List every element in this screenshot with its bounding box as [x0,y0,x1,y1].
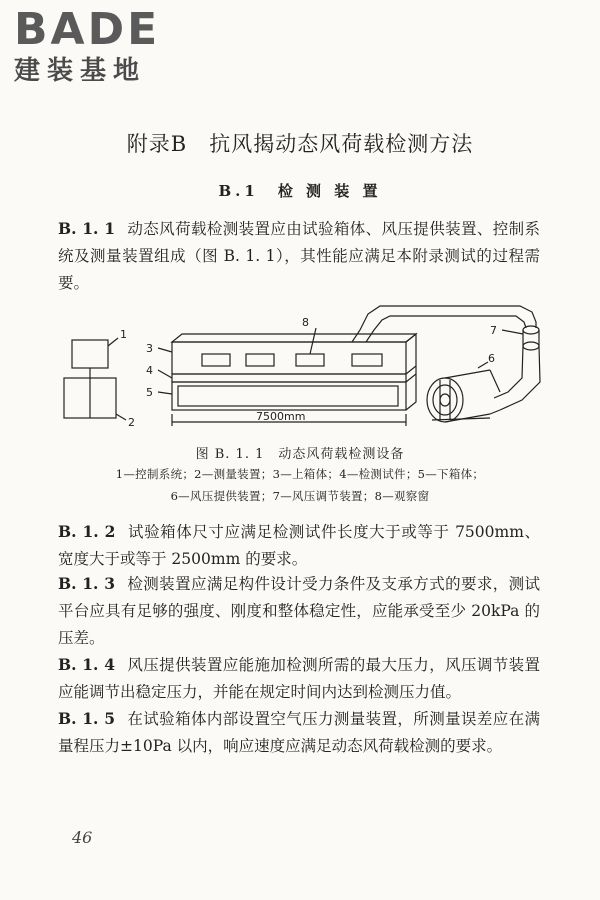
clause-b-1-1 [58,215,540,297]
clause-b-1-5 [58,705,540,760]
fan-unit [427,370,500,422]
logo-subtitle: 建装基地 [14,56,147,86]
upper-box [172,334,416,374]
figure-legend-line-1: 1—控制系统；2—测量装置；3—上箱体；4—检测试件；5—下箱体； [115,467,485,481]
clause-number: B. 1. 3 [58,574,116,593]
pressure-regulator [494,326,540,410]
lower-box [172,374,416,410]
section-heading: B.1 检 测 装 置 [218,182,382,200]
callout-7: 7 [490,324,497,337]
clause-b-1-2 [58,518,540,573]
figure-caption: 图 B. 1. 1 动态风荷载检测设备 [195,447,405,462]
clause-number: B. 1. 4 [58,655,116,674]
clause-text: 在试验箱体内部设置空气压力测量装置，所测量误差应在满量程压力±10Pa 以内，响应速度应满足动态风荷载检测的要求。 [58,710,540,755]
logo-text: BADE [14,4,161,55]
clause-b-1-4 [58,651,540,706]
appendix-title: 附录B 抗风揭动态风荷载检测方法 [126,132,474,156]
observation-window [296,354,324,366]
clause-number: B. 1. 2 [58,522,116,541]
callout-1: 1 [120,328,127,341]
callout-3: 3 [146,342,153,355]
bade-logo [14,4,161,86]
clause-b-1-3 [58,570,540,652]
observation-window [352,354,382,366]
callout-6: 6 [488,352,495,365]
test-equipment-figure [60,300,550,440]
clause-text: 试验箱体尺寸应满足检测试件长度大于或等于 7500mm、宽度大于或等于 2500mm 的要求。 [58,523,540,568]
test-specimen [172,366,416,382]
clause-text: 检测装置应满足构件设计受力条件及支承方式的要求，测试平台应具有足够的强度、刚度和整体稳定性，应能承受至少 20kPa 的压差。 [58,575,540,647]
callout-8: 8 [302,316,309,329]
page-number: 46 [72,828,93,847]
control-unit [72,340,108,368]
figure-legend-line-2: 6—风压提供装置；7—风压调节装置；8—观察窗 [170,489,430,503]
clause-number: B. 1. 5 [58,709,116,728]
callout-4: 4 [146,364,153,377]
air-duct [352,306,536,342]
clause-number: B. 1. 1 [58,219,116,238]
clause-text: 风压提供装置应能施加检测所需的最大压力，风压调节装置应能调节出稳定压力，并能在规定时间内达到检测压力值。 [58,656,540,701]
callout-5: 5 [146,386,153,399]
observation-window [246,354,274,366]
observation-window [202,354,230,366]
callout-2: 2 [128,416,135,429]
clause-text: 动态风荷载检测装置应由试验箱体、风压提供装置、控制系统及测量装置组成（图 B. 1. 1），其性能应满足本附录测试的过程需要。 [58,220,540,292]
dimension-label: 7500mm [256,410,306,423]
